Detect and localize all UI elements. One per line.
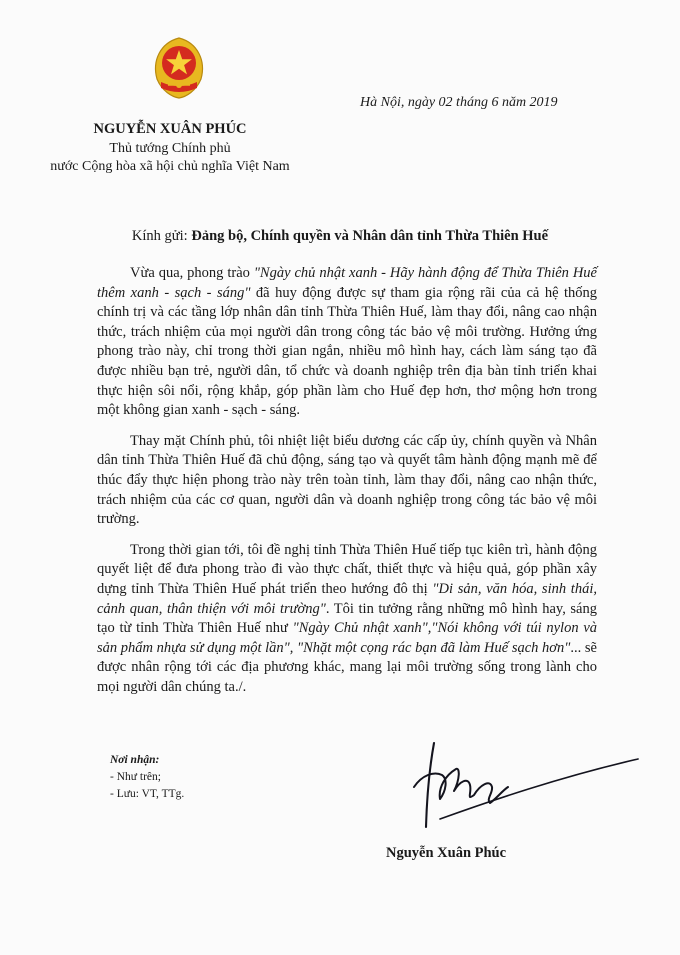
sender-title-country: nước Cộng hòa xã hội chủ nghĩa Việt Nam <box>50 159 290 174</box>
sender-title: Thủ tướng Chính phủ <box>109 141 231 156</box>
salutation-prefix: Kính gửi: <box>131 228 192 244</box>
document-date: Hà Nội, ngày 02 tháng 6 năm 2019 <box>360 95 558 110</box>
paragraph-3-text: Trong thời gian tới, tôi đề nghị tỉnh Thừa Thiên Huế tiếp tục kiên trì, hành động quyết liệt để đưa phong trào đi vào thực chất, thiết thực và hiệu quả, góp phần xây dựng tỉnh Thừa Thiên Huế phát triển theo hướng đô thị <box>97 541 597 597</box>
initiative-names: "Ngày Chủ nhật xanh","Nói không với túi nylon và sản phẩm nhựa sử dụng một lần", "Nhặt một cọng rác bạn đã làm Huế sạch hơn" <box>97 620 598 656</box>
paragraph-2: Thay mặt Chính phủ, tôi nhiệt liệt biểu dương các cấp ủy, chính quyền và Nhân dân tỉnh Thừa Thiên Huế đã chủ động, sáng tạo và quyết tâm hành động mạnh mẽ để thúc đẩy thực hiện phong trào này trên toàn tỉnh, làm thay đổi, nâng cao nhận thức, trách nhiệm của các cơ quan, người dân và doanh nghiệp trong công tác bảo vệ môi trường. <box>97 432 597 528</box>
recipient-item: - Lưu: VT, TTg. <box>110 788 185 800</box>
paragraph-1 <box>97 264 597 421</box>
recipients-block <box>110 752 184 803</box>
campaign-name: "Ngày chủ nhật xanh - Hãy hành động để Thừa Thiên Huế thêm xanh - sạch - sáng" <box>97 265 597 301</box>
paragraph-1-text-2: đã huy động được sự tham gia rộng rãi của cả hệ thống chính trị và các tầng lớp nhân dân tỉnh Thừa Thiên Huế, làm thay đổi, nâng cao nhận thức, trách nhiệm của mọi người dân trong công tác bảo vệ môi trường. Hưởng ứng phong trào này, chỉ trong thời gian ngắn, nhiều mô hình hay, cách làm sáng tạo đã được nhiều bạn trẻ, người dân, tổ chức và doanh nghiệp trên địa bàn tỉnh triển khai thực hiện sôi nổi, rộng khắp, góp phần làm cho Huế đẹp hơn, thơ mộng hơn trong một không gian xanh - sạch - sáng. <box>97 284 598 419</box>
recipients-heading: Nơi nhận: <box>110 754 160 766</box>
national-emblem-icon <box>148 35 210 101</box>
salutation <box>0 228 680 245</box>
signer-name: Nguyễn Xuân Phúc <box>386 845 507 861</box>
letter-body <box>97 264 597 708</box>
urban-slogan: "Di sản, văn hóa, sinh thái, cảnh quan, thân thiện với môi trường" <box>97 580 597 617</box>
handwritten-signature <box>400 735 660 840</box>
salutation-recipient: Đảng bộ, Chính quyền và Nhân dân tỉnh Thừa Thiên Huế <box>191 228 549 244</box>
paragraph-1-text: Vừa qua, phong trào <box>130 265 254 281</box>
paragraph-3-text-2: . Tôi tin tưởng rằng những mô hình hay, sáng tạo từ tỉnh Thừa Thiên Huế như <box>97 600 597 637</box>
recipient-item: - Như trên; <box>110 771 161 783</box>
sender-name: NGUYỄN XUÂN PHÚC <box>93 121 247 137</box>
paragraph-3-text-3: ... sẽ được nhân rộng tới các địa phương khác, mang lại môi trường sống trong lành cho mọi người dân chúng ta./. <box>97 639 597 695</box>
paragraph-3 <box>97 541 597 698</box>
